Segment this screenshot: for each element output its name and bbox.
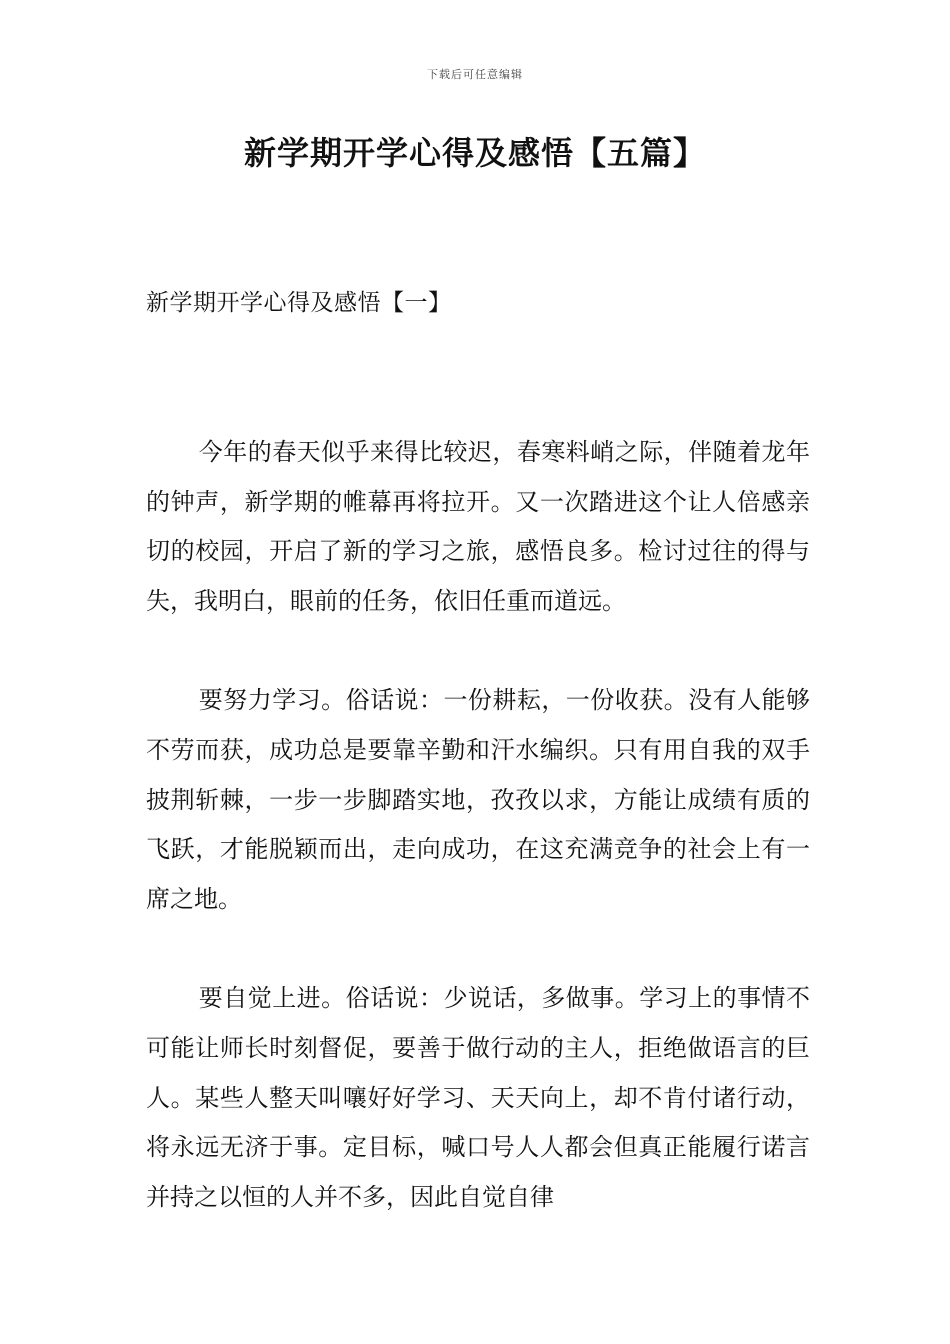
paragraph-1: 今年的春天似乎来得比较迟，春寒料峭之际，伴随着龙年的钟声，新学期的帷幕再将拉开。又一次踏进这个让人倍感亲切的校园，开启了新的学习之旅，感悟良多。检讨过往的得与失，我明白，眼前的任务，依旧任重而道远。 bbox=[146, 438, 810, 615]
document-body bbox=[146, 428, 810, 1222]
header-note: 下载后可任意编辑 bbox=[427, 68, 523, 81]
section-heading: 新学期开学心得及感悟【一】 bbox=[146, 290, 452, 316]
paragraph-2: 要努力学习。俗话说：一份耕耘，一份收获。没有人能够不劳而获，成功总是要靠辛勤和汗水编织。只有用自我的双手披荆斩棘，一步一步脚踏实地，孜孜以求，方能让成绩有质的飞跃，才能脱颖而出，走向成功，在这充满竞争的社会上有一席之地。 bbox=[146, 686, 810, 913]
document-title: 新学期开学心得及感悟【五篇】 bbox=[243, 134, 706, 172]
paragraph-3: 要自觉上进。俗话说：少说话，多做事。学习上的事情不可能让师长时刻督促，要善于做行动的主人，拒绝做语言的巨人。某些人整天叫嚷好好学习、天天向上，却不肯付诸行动，将永远无济于事。定目标，喊口号人人都会但真正能履行诺言并持之以恒的人并不多，因此自觉自律 bbox=[146, 984, 810, 1211]
